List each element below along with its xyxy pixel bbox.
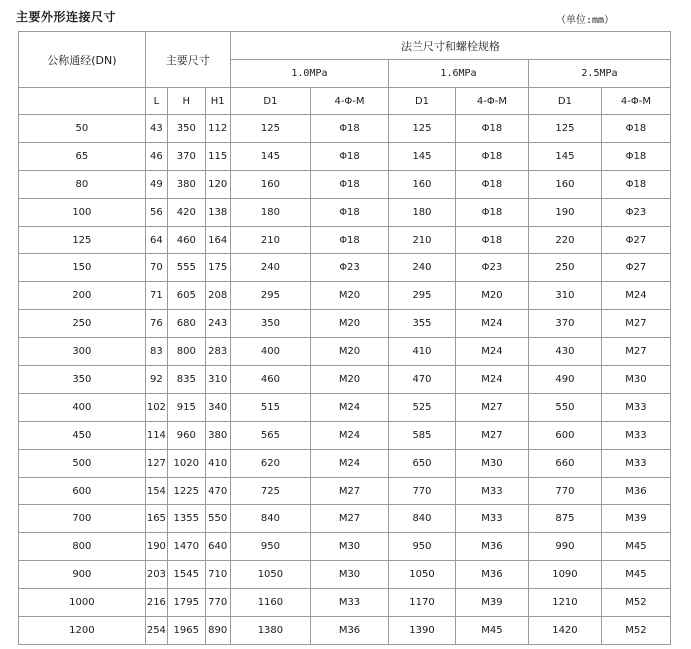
table-row bbox=[19, 449, 671, 477]
cell-l: 76 bbox=[145, 310, 167, 338]
cell-d1-16: 525 bbox=[389, 393, 456, 421]
col-header-h: H bbox=[168, 88, 206, 115]
cell-d1-16: 1050 bbox=[389, 561, 456, 589]
cell-h: 380 bbox=[168, 170, 206, 198]
cell-l: 114 bbox=[145, 421, 167, 449]
cell-d1-25: 430 bbox=[528, 338, 601, 366]
cell-h: 800 bbox=[168, 338, 206, 366]
cell-d1-25: 310 bbox=[528, 282, 601, 310]
cell-h1: 640 bbox=[205, 533, 230, 561]
cell-bolt-16: M36 bbox=[455, 533, 528, 561]
table-row bbox=[19, 477, 671, 505]
cell-bolt-10: Φ18 bbox=[310, 198, 388, 226]
cell-dn: 100 bbox=[19, 198, 146, 226]
cell-d1-16: 1170 bbox=[389, 589, 456, 617]
cell-bolt-16: Φ18 bbox=[455, 170, 528, 198]
cell-l: 49 bbox=[145, 170, 167, 198]
cell-d1-10: 1380 bbox=[230, 617, 310, 645]
cell-bolt-16: M20 bbox=[455, 282, 528, 310]
cell-h1: 112 bbox=[205, 115, 230, 143]
cell-l: 102 bbox=[145, 393, 167, 421]
cell-dn: 1200 bbox=[19, 617, 146, 645]
cell-l: 70 bbox=[145, 254, 167, 282]
cell-l: 46 bbox=[145, 142, 167, 170]
cell-d1-10: 180 bbox=[230, 198, 310, 226]
cell-l: 56 bbox=[145, 198, 167, 226]
cell-bolt-25: M27 bbox=[601, 338, 670, 366]
col-header-l: L bbox=[145, 88, 167, 115]
cell-d1-10: 400 bbox=[230, 338, 310, 366]
cell-d1-10: 1050 bbox=[230, 561, 310, 589]
cell-d1-10: 295 bbox=[230, 282, 310, 310]
cell-d1-10: 125 bbox=[230, 115, 310, 143]
cell-l: 203 bbox=[145, 561, 167, 589]
cell-l: 254 bbox=[145, 617, 167, 645]
cell-bolt-10: M36 bbox=[310, 617, 388, 645]
cell-h1: 890 bbox=[205, 617, 230, 645]
cell-bolt-25: Φ23 bbox=[601, 198, 670, 226]
cell-bolt-25: Φ18 bbox=[601, 170, 670, 198]
cell-d1-16: 240 bbox=[389, 254, 456, 282]
pressure-header-2: 1.6MPa bbox=[389, 60, 529, 88]
cell-bolt-16: M27 bbox=[455, 393, 528, 421]
unit-label: （单位:mm） bbox=[556, 15, 615, 26]
cell-bolt-16: M27 bbox=[455, 421, 528, 449]
cell-d1-10: 950 bbox=[230, 533, 310, 561]
cell-h1: 340 bbox=[205, 393, 230, 421]
cell-bolt-16: Φ18 bbox=[455, 142, 528, 170]
cell-l: 92 bbox=[145, 366, 167, 394]
cell-bolt-16: M24 bbox=[455, 366, 528, 394]
cell-h: 1965 bbox=[168, 617, 206, 645]
cell-bolt-25: M36 bbox=[601, 477, 670, 505]
table-row bbox=[19, 115, 671, 143]
cell-d1-16: 180 bbox=[389, 198, 456, 226]
cell-bolt-25: Φ18 bbox=[601, 115, 670, 143]
cell-bolt-25: Φ18 bbox=[601, 142, 670, 170]
cell-dn: 300 bbox=[19, 338, 146, 366]
cell-d1-25: 1090 bbox=[528, 561, 601, 589]
header-row-1 bbox=[19, 32, 671, 60]
cell-d1-16: 355 bbox=[389, 310, 456, 338]
cell-d1-16: 295 bbox=[389, 282, 456, 310]
cell-h1: 310 bbox=[205, 366, 230, 394]
cell-d1-16: 840 bbox=[389, 505, 456, 533]
cell-h: 555 bbox=[168, 254, 206, 282]
cell-dn: 350 bbox=[19, 366, 146, 394]
cell-bolt-16: Φ18 bbox=[455, 198, 528, 226]
cell-bolt-10: M20 bbox=[310, 338, 388, 366]
cell-dn: 1000 bbox=[19, 589, 146, 617]
cell-bolt-10: Φ18 bbox=[310, 226, 388, 254]
cell-bolt-16: M39 bbox=[455, 589, 528, 617]
cell-dn: 65 bbox=[19, 142, 146, 170]
cell-d1-25: 1210 bbox=[528, 589, 601, 617]
cell-d1-16: 160 bbox=[389, 170, 456, 198]
cell-d1-25: 220 bbox=[528, 226, 601, 254]
cell-h1: 120 bbox=[205, 170, 230, 198]
table-row bbox=[19, 310, 671, 338]
cell-d1-25: 1420 bbox=[528, 617, 601, 645]
cell-dn: 125 bbox=[19, 226, 146, 254]
cell-bolt-10: Φ18 bbox=[310, 142, 388, 170]
cell-l: 71 bbox=[145, 282, 167, 310]
cell-h: 680 bbox=[168, 310, 206, 338]
main-dimensions-header: 主要尺寸 bbox=[145, 32, 230, 88]
cell-d1-25: 990 bbox=[528, 533, 601, 561]
cell-bolt-10: M30 bbox=[310, 561, 388, 589]
cell-bolt-25: M33 bbox=[601, 421, 670, 449]
cell-h: 1545 bbox=[168, 561, 206, 589]
cell-d1-25: 145 bbox=[528, 142, 601, 170]
cell-d1-10: 350 bbox=[230, 310, 310, 338]
table-row bbox=[19, 142, 671, 170]
cell-bolt-16: M36 bbox=[455, 561, 528, 589]
cell-dn: 700 bbox=[19, 505, 146, 533]
flange-header: 法兰尺寸和螺栓规格 bbox=[230, 32, 670, 60]
cell-l: 64 bbox=[145, 226, 167, 254]
table-row bbox=[19, 617, 671, 645]
cell-bolt-10: M27 bbox=[310, 505, 388, 533]
cell-h1: 115 bbox=[205, 142, 230, 170]
col-header-bolt-16: 4-Φ-M bbox=[455, 88, 528, 115]
cell-dn: 200 bbox=[19, 282, 146, 310]
table-row bbox=[19, 282, 671, 310]
cell-dn: 50 bbox=[19, 115, 146, 143]
cell-h: 370 bbox=[168, 142, 206, 170]
cell-d1-25: 190 bbox=[528, 198, 601, 226]
cell-bolt-16: Φ18 bbox=[455, 115, 528, 143]
pressure-header-3: 2.5MPa bbox=[528, 60, 670, 88]
col-header-d1-10: D1 bbox=[230, 88, 310, 115]
cell-bolt-10: M20 bbox=[310, 310, 388, 338]
cell-l: 83 bbox=[145, 338, 167, 366]
cell-bolt-16: Φ18 bbox=[455, 226, 528, 254]
cell-d1-10: 210 bbox=[230, 226, 310, 254]
cell-d1-16: 210 bbox=[389, 226, 456, 254]
cell-h1: 138 bbox=[205, 198, 230, 226]
table-row bbox=[19, 198, 671, 226]
pressure-header-1: 1.0MPa bbox=[230, 60, 388, 88]
cell-h: 420 bbox=[168, 198, 206, 226]
cell-bolt-16: M33 bbox=[455, 505, 528, 533]
cell-d1-10: 840 bbox=[230, 505, 310, 533]
cell-d1-16: 410 bbox=[389, 338, 456, 366]
empty-header-cell bbox=[19, 88, 146, 115]
dn-header: 公称通经(DN) bbox=[19, 32, 146, 88]
cell-d1-10: 240 bbox=[230, 254, 310, 282]
cell-d1-16: 145 bbox=[389, 142, 456, 170]
cell-bolt-10: M27 bbox=[310, 477, 388, 505]
cell-d1-25: 550 bbox=[528, 393, 601, 421]
cell-h1: 410 bbox=[205, 449, 230, 477]
cell-h: 960 bbox=[168, 421, 206, 449]
col-header-d1-25: D1 bbox=[528, 88, 601, 115]
cell-bolt-25: M52 bbox=[601, 617, 670, 645]
cell-bolt-16: M30 bbox=[455, 449, 528, 477]
cell-h: 605 bbox=[168, 282, 206, 310]
dimension-table bbox=[18, 31, 671, 645]
cell-dn: 150 bbox=[19, 254, 146, 282]
cell-d1-25: 125 bbox=[528, 115, 601, 143]
cell-bolt-10: Φ18 bbox=[310, 170, 388, 198]
cell-h1: 380 bbox=[205, 421, 230, 449]
cell-bolt-25: M52 bbox=[601, 589, 670, 617]
cell-bolt-25: M27 bbox=[601, 310, 670, 338]
table-row bbox=[19, 254, 671, 282]
cell-d1-10: 725 bbox=[230, 477, 310, 505]
cell-bolt-10: Φ18 bbox=[310, 115, 388, 143]
table-row bbox=[19, 589, 671, 617]
cell-bolt-16: M24 bbox=[455, 310, 528, 338]
cell-bolt-16: M24 bbox=[455, 338, 528, 366]
cell-d1-16: 950 bbox=[389, 533, 456, 561]
cell-dn: 600 bbox=[19, 477, 146, 505]
cell-h: 460 bbox=[168, 226, 206, 254]
cell-h: 1355 bbox=[168, 505, 206, 533]
cell-d1-16: 585 bbox=[389, 421, 456, 449]
cell-bolt-25: M33 bbox=[601, 449, 670, 477]
cell-dn: 500 bbox=[19, 449, 146, 477]
cell-bolt-10: Φ23 bbox=[310, 254, 388, 282]
cell-d1-10: 565 bbox=[230, 421, 310, 449]
table-body bbox=[19, 115, 671, 645]
cell-d1-16: 470 bbox=[389, 366, 456, 394]
table-row bbox=[19, 561, 671, 589]
cell-d1-25: 370 bbox=[528, 310, 601, 338]
cell-l: 190 bbox=[145, 533, 167, 561]
cell-bolt-10: M33 bbox=[310, 589, 388, 617]
page-title: 主要外形连接尺寸 bbox=[16, 10, 117, 24]
cell-dn: 800 bbox=[19, 533, 146, 561]
cell-d1-10: 620 bbox=[230, 449, 310, 477]
table-row bbox=[19, 393, 671, 421]
cell-dn: 400 bbox=[19, 393, 146, 421]
cell-d1-10: 145 bbox=[230, 142, 310, 170]
cell-bolt-10: M20 bbox=[310, 282, 388, 310]
cell-d1-16: 1390 bbox=[389, 617, 456, 645]
cell-h1: 470 bbox=[205, 477, 230, 505]
cell-d1-25: 770 bbox=[528, 477, 601, 505]
cell-d1-25: 875 bbox=[528, 505, 601, 533]
cell-d1-10: 460 bbox=[230, 366, 310, 394]
cell-h1: 208 bbox=[205, 282, 230, 310]
cell-l: 165 bbox=[145, 505, 167, 533]
cell-bolt-16: M45 bbox=[455, 617, 528, 645]
table-row bbox=[19, 366, 671, 394]
cell-d1-10: 160 bbox=[230, 170, 310, 198]
cell-d1-16: 125 bbox=[389, 115, 456, 143]
cell-bolt-10: M30 bbox=[310, 533, 388, 561]
table-row bbox=[19, 533, 671, 561]
cell-l: 127 bbox=[145, 449, 167, 477]
cell-bolt-25: Φ27 bbox=[601, 226, 670, 254]
cell-bolt-10: M24 bbox=[310, 393, 388, 421]
cell-h: 1470 bbox=[168, 533, 206, 561]
cell-h1: 283 bbox=[205, 338, 230, 366]
cell-bolt-10: M24 bbox=[310, 449, 388, 477]
cell-d1-25: 160 bbox=[528, 170, 601, 198]
cell-dn: 450 bbox=[19, 421, 146, 449]
cell-l: 216 bbox=[145, 589, 167, 617]
cell-bolt-25: Φ27 bbox=[601, 254, 670, 282]
cell-l: 43 bbox=[145, 115, 167, 143]
cell-d1-16: 770 bbox=[389, 477, 456, 505]
col-header-d1-16: D1 bbox=[389, 88, 456, 115]
cell-h1: 164 bbox=[205, 226, 230, 254]
cell-bolt-16: M33 bbox=[455, 477, 528, 505]
cell-d1-16: 650 bbox=[389, 449, 456, 477]
cell-bolt-10: M20 bbox=[310, 366, 388, 394]
table-row bbox=[19, 505, 671, 533]
cell-h: 915 bbox=[168, 393, 206, 421]
cell-h1: 770 bbox=[205, 589, 230, 617]
cell-h: 1020 bbox=[168, 449, 206, 477]
cell-h: 350 bbox=[168, 115, 206, 143]
cell-bolt-16: Φ23 bbox=[455, 254, 528, 282]
cell-h1: 710 bbox=[205, 561, 230, 589]
table-row bbox=[19, 338, 671, 366]
cell-h1: 550 bbox=[205, 505, 230, 533]
cell-d1-10: 1160 bbox=[230, 589, 310, 617]
cell-d1-25: 490 bbox=[528, 366, 601, 394]
cell-dn: 900 bbox=[19, 561, 146, 589]
cell-d1-10: 515 bbox=[230, 393, 310, 421]
cell-bolt-25: M24 bbox=[601, 282, 670, 310]
col-header-h1: H1 bbox=[205, 88, 230, 115]
cell-bolt-25: M30 bbox=[601, 366, 670, 394]
col-header-bolt-25: 4-Φ-M bbox=[601, 88, 670, 115]
cell-bolt-10: M24 bbox=[310, 421, 388, 449]
cell-h1: 175 bbox=[205, 254, 230, 282]
cell-dn: 250 bbox=[19, 310, 146, 338]
cell-bolt-25: M33 bbox=[601, 393, 670, 421]
cell-h: 1225 bbox=[168, 477, 206, 505]
cell-bolt-25: M39 bbox=[601, 505, 670, 533]
table-row bbox=[19, 170, 671, 198]
cell-d1-25: 660 bbox=[528, 449, 601, 477]
cell-d1-25: 600 bbox=[528, 421, 601, 449]
cell-h: 835 bbox=[168, 366, 206, 394]
cell-bolt-25: M45 bbox=[601, 533, 670, 561]
table-row bbox=[19, 226, 671, 254]
cell-dn: 80 bbox=[19, 170, 146, 198]
cell-l: 154 bbox=[145, 477, 167, 505]
table-row bbox=[19, 421, 671, 449]
cell-h: 1795 bbox=[168, 589, 206, 617]
cell-bolt-25: M45 bbox=[601, 561, 670, 589]
col-header-bolt-10: 4-Φ-M bbox=[310, 88, 388, 115]
header-row-3 bbox=[19, 88, 671, 115]
cell-d1-25: 250 bbox=[528, 254, 601, 282]
cell-h1: 243 bbox=[205, 310, 230, 338]
